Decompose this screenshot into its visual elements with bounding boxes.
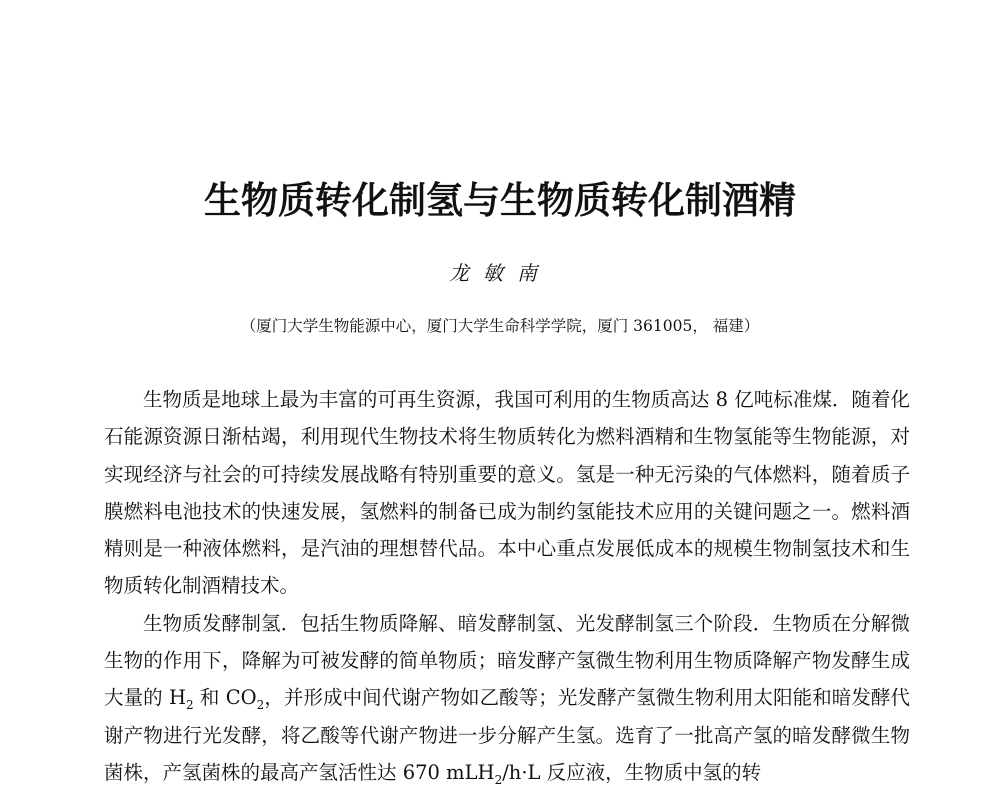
paragraph-2 — [104, 605, 910, 791]
subscript-h2: 2 — [185, 698, 194, 713]
subscript-co2: 2 — [256, 698, 265, 713]
paragraph-2-text-4: /h·L 反应液，生物质中氢的转 — [502, 760, 762, 784]
paragraph-2-text-2: 和 CO — [193, 686, 257, 710]
body-text — [104, 381, 910, 791]
author-affiliation: （厦门大学生物能源中心，厦门大学生命科学学院，厦门 361005， 福建） — [240, 317, 760, 335]
paragraph-1: 生物质是地球上最为丰富的可再生资源，我国可利用的生物质高达 8 亿吨标准煤．随着化石能源资源日渐枯竭，利用现代生物技术将生物质转化为燃料酒精和生物氢能等生物能源，对实现经济与社会的可持续发展战略有特别重要的意义。氢是一种无污染的气体燃料，随着质子膜燃料电池技术的快速发展，氢燃料的制备已成为制约氢能技术应用的关键问题之一。燃料酒精则是一种液体燃料，是汽油的理想替代品。本中心重点发展低成本的规模生物制氢技术和生物质转化制酒精技术。 — [104, 388, 910, 598]
subscript-h2-rate: 2 — [494, 772, 503, 787]
paragraph-2-text-3: ，并形成中间代谢产物如乙酸等；光发酵产氢微生物利用太阳能和暗发酵代谢产物进行光发酵，将乙酸等代谢产物进一步分解产生氢。选育了一批高产氢的暗发酵微生物菌株，产氢菌株的最高产氢活性达 670 mLH — [104, 686, 910, 784]
paragraph-2-text-1: 生物质发酵制氢．包括生物质降解、暗发酵制氢、光发酵制氢三个阶段．生物质在分解微生物的作用下，降解为可被发酵的简单物质；暗发酵产氢微生物利用生物质降解产物发酵生成大量的 H — [104, 611, 910, 710]
paper-title: 生物质转化制氢与生物质转化制酒精 — [204, 178, 796, 222]
author-name: 龙敏南 — [449, 261, 551, 285]
